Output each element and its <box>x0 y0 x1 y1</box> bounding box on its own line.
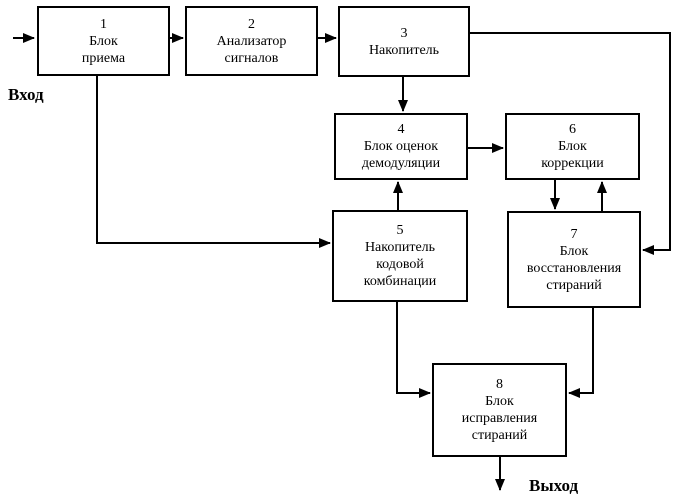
block-4-demodulation-estimates <box>334 113 468 180</box>
block-8-number: 8 <box>496 377 503 392</box>
connector-block1-to-block5 <box>97 76 330 243</box>
connector-block5-to-block8 <box>397 302 430 393</box>
block-7-label: Блок восстановления стираний <box>526 243 622 293</box>
block-6-correction <box>505 113 640 180</box>
block-3-number: 3 <box>400 25 408 41</box>
block-3-label: Накопитель <box>368 42 440 58</box>
block-2-signal-analyzer <box>185 6 318 76</box>
block-1-reception <box>37 6 170 76</box>
block-2-label: Анализатор сигналов <box>216 33 287 66</box>
block-5-number: 5 <box>396 223 404 238</box>
block-8-erasure-correction <box>432 363 567 457</box>
block-1-number: 1 <box>100 16 107 32</box>
block-1-label: Блок приема <box>81 33 126 66</box>
output-label: Выход <box>529 476 579 495</box>
block-8-label: Блок исправления стираний <box>461 394 538 443</box>
block-3-accumulator <box>338 6 470 77</box>
block-5-label: Накопитель кодовой комбинации <box>363 240 437 289</box>
input-label: Вход <box>8 85 44 104</box>
connector-block7-to-block8 <box>569 308 593 393</box>
block-7-number: 7 <box>570 226 578 242</box>
block-5-codeword-accumulator <box>332 210 468 302</box>
block-6-number: 6 <box>569 122 576 137</box>
block-4-number: 4 <box>397 122 405 137</box>
block-2-number: 2 <box>248 16 255 32</box>
block-4-label: Блок оценок демодуляции <box>361 139 441 171</box>
block-6-label: Блок коррекции <box>541 139 604 171</box>
block-7-erasure-recovery <box>507 211 641 308</box>
